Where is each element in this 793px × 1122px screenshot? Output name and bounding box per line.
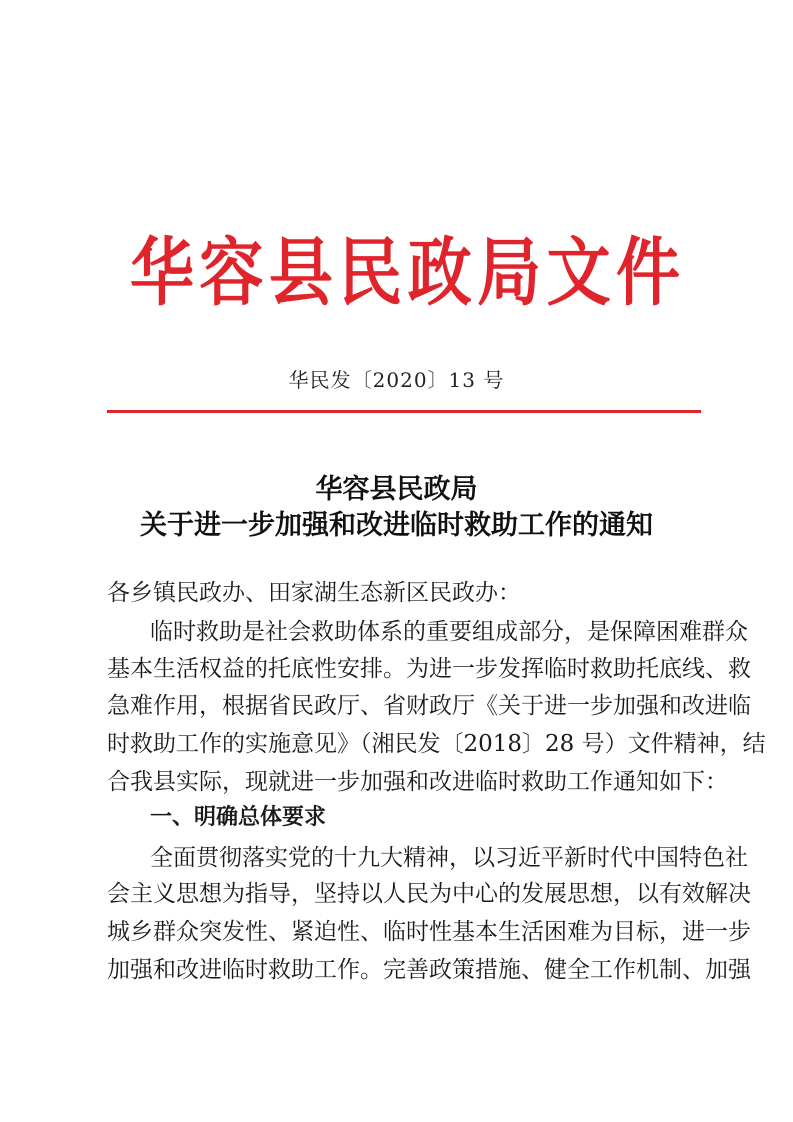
paragraph-line: 全面贯彻落实党的十九大精神，以习近平新时代中国特色社	[150, 845, 748, 871]
paragraph-line: 会主义思想为指导，坚持以人民为中心的发展思想，以有效解决	[107, 881, 751, 907]
document-title-line1: 华容县民政局	[315, 474, 478, 505]
document-number: 华民发〔2020〕13 号	[288, 368, 505, 392]
document-title-line2: 关于进一步加强和改进临时救助工作的通知	[140, 510, 653, 541]
section-heading: 一、明确总体要求	[150, 805, 327, 830]
paragraph-line: 加强和改进临时救助工作。完善政策措施、健全工作机制、加强	[107, 957, 751, 983]
paragraph-line: 时救助工作的实施意见》（湘民发〔2018〕28 号）文件精神，结	[107, 731, 766, 757]
paragraph-line: 合我县实际，现就进一步加强和改进临时救助工作通知如下：	[107, 769, 728, 795]
paragraph-line: 城乡群众突发性、紧迫性、临时性基本生活困难为目标，进一步	[107, 919, 751, 945]
red-divider	[107, 410, 701, 413]
addressee: 各乡镇民政办、田家湖生态新区民政办：	[107, 580, 521, 606]
issuer-title: 华容县民政局文件	[130, 231, 680, 317]
paragraph-line: 临时救助是社会救助体系的重要组成部分，是保障困难群众	[150, 619, 748, 645]
paragraph-line: 急难作用，根据省民政厅、省财政厅《关于进一步加强和改进临	[107, 693, 751, 719]
paragraph-line: 基本生活权益的托底性安排。为进一步发挥临时救助托底线、救	[107, 656, 751, 682]
